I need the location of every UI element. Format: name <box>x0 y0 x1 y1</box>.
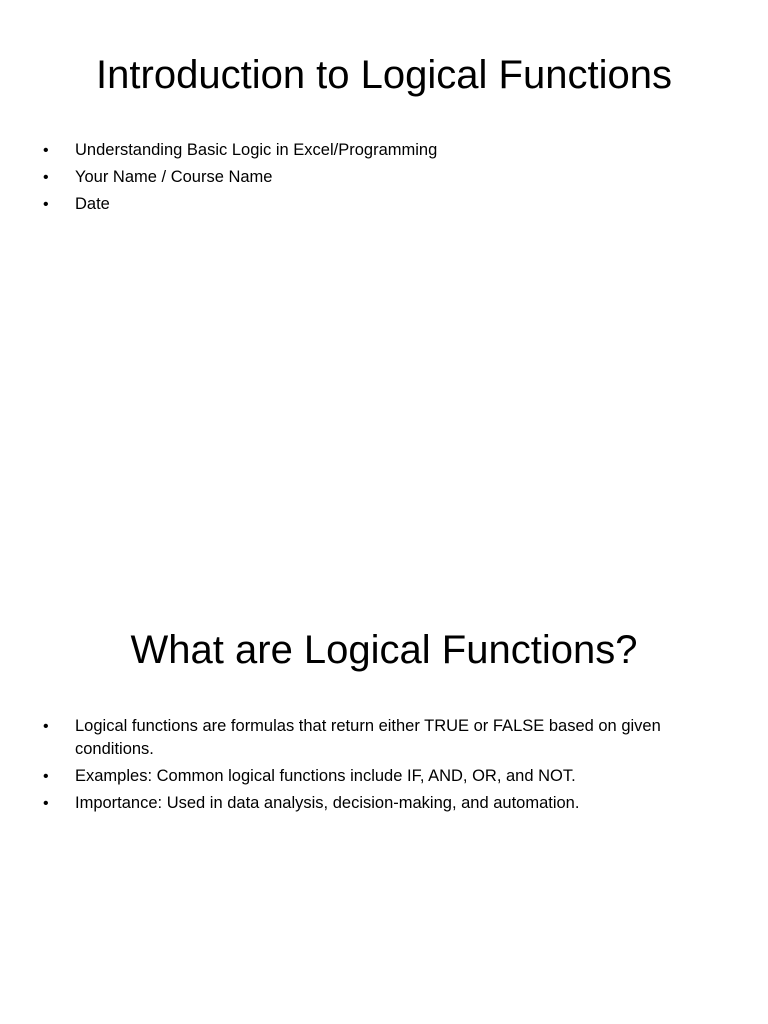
bullet-icon: • <box>43 795 49 812</box>
list-item <box>38 765 718 788</box>
bullet-icon: • <box>43 196 49 213</box>
list-item <box>38 193 718 216</box>
list-item <box>38 792 718 815</box>
slide-what-are-logical-functions <box>0 576 768 1024</box>
bullet-text: Your Name / Course Name <box>75 168 273 186</box>
bullet-icon: • <box>43 768 49 785</box>
list-item <box>38 715 718 761</box>
list-item <box>38 166 718 189</box>
bullet-text: Logical functions are formulas that return either TRUE or FALSE based on given conditions. <box>75 717 661 758</box>
slide-title: What are Logical Functions? <box>130 628 638 672</box>
bullet-icon: • <box>43 169 49 186</box>
slide-title: Introduction to Logical Functions <box>96 53 672 97</box>
list-item <box>38 139 718 162</box>
bullet-icon: • <box>43 718 49 735</box>
bullet-icon: • <box>43 142 49 159</box>
bullet-text: Importance: Used in data analysis, decision-making, and automation. <box>75 794 580 812</box>
bullet-list <box>38 139 718 220</box>
bullet-text: Date <box>75 195 110 213</box>
bullet-text: Understanding Basic Logic in Excel/Programming <box>75 141 438 159</box>
bullet-list <box>38 715 718 819</box>
bullet-text: Examples: Common logical functions include IF, AND, OR, and NOT. <box>75 767 576 785</box>
